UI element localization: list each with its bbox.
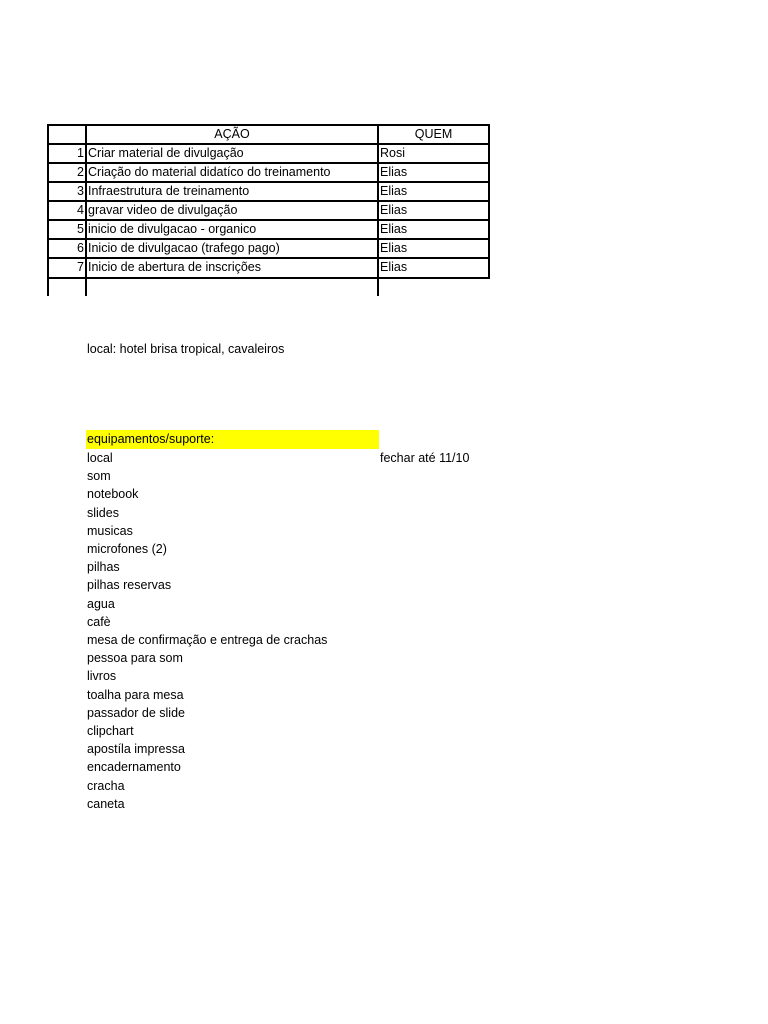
list-item: toalha para mesa <box>87 687 184 702</box>
list-item: livros <box>87 669 117 684</box>
row-number: 6 <box>77 241 84 255</box>
list-item: pilhas <box>87 560 120 575</box>
list-item: slides <box>87 505 119 520</box>
header-quem: QUEM <box>414 127 453 141</box>
header-acao: AÇÃO <box>214 127 250 141</box>
list-item: mesa de confirmação e entrega de crachas <box>87 633 328 647</box>
row-quem: Elias <box>380 241 408 255</box>
row-acao: gravar video de divulgação <box>88 203 238 217</box>
row-quem: Elias <box>380 165 408 179</box>
list-item: local <box>87 451 113 465</box>
row-acao: Criação do material didatíco do treinamento <box>88 165 331 179</box>
row-quem: Elias <box>380 203 408 217</box>
list-item: cracha <box>87 778 125 793</box>
list-item: notebook <box>87 487 139 502</box>
row-number: 1 <box>77 146 84 160</box>
local-note: local: hotel brisa tropical, cavaleiros <box>87 342 285 356</box>
list-item: clipchart <box>87 724 134 738</box>
equipment-heading: equipamentos/suporte: <box>87 432 215 446</box>
list-item: cafè <box>87 614 111 629</box>
side-note: fechar até 11/10 <box>380 451 470 465</box>
row-acao: Criar material de divulgação <box>88 146 244 160</box>
row-quem: Rosi <box>380 146 406 160</box>
row-quem: Elias <box>380 184 408 198</box>
row-acao: Inicio de abertura de inscrições <box>88 260 262 274</box>
list-item: agua <box>87 596 115 611</box>
list-item: musicas <box>87 523 133 538</box>
list-item: som <box>87 469 111 484</box>
list-item: pilhas reservas <box>87 578 172 593</box>
list-item: apostíla impressa <box>87 742 185 757</box>
row-number: 4 <box>77 203 84 217</box>
list-item: passador de slide <box>87 705 185 720</box>
row-quem: Elias <box>380 260 408 274</box>
row-number: 2 <box>77 165 84 179</box>
list-item: encadernamento <box>87 760 181 775</box>
row-acao: Infraestrutura de treinamento <box>88 184 250 198</box>
row-acao: Inicio de divulgacao (trafego pago) <box>88 241 280 255</box>
list-item: microfones (2) <box>87 542 167 556</box>
row-number: 5 <box>77 222 84 236</box>
row-number: 7 <box>77 260 84 274</box>
list-item: caneta <box>87 796 125 811</box>
list-item: pessoa para som <box>87 651 183 666</box>
row-quem: Elias <box>380 222 408 236</box>
row-acao: inicio de divulgacao - organico <box>88 222 257 236</box>
row-number: 3 <box>77 184 84 198</box>
